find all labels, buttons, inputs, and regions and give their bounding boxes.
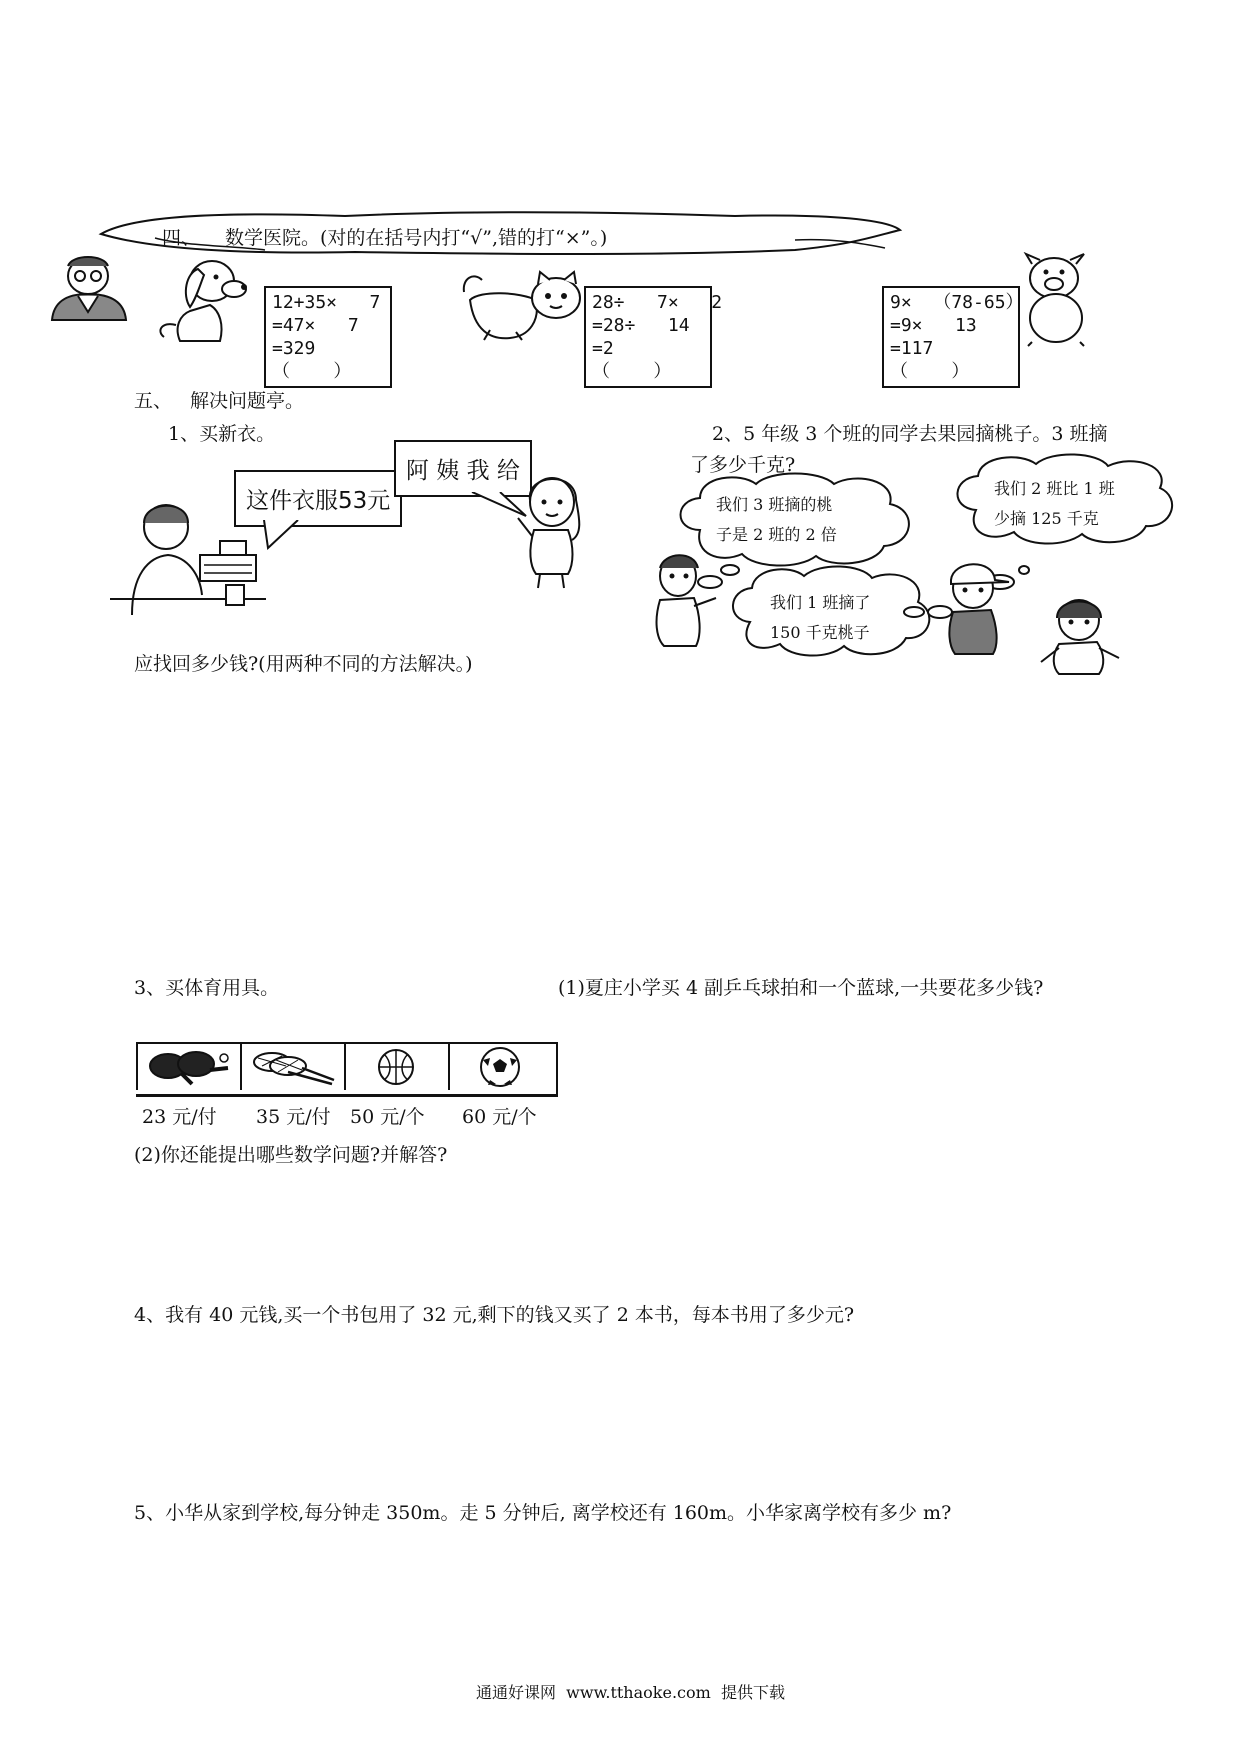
price-basketball: 50 元/个: [350, 1106, 425, 1128]
calc-line: 9× （78-65）: [890, 292, 1024, 313]
small-girl-icon: [1035, 592, 1125, 676]
football-icon: [450, 1044, 550, 1090]
section5-number: 五、: [134, 390, 173, 412]
calc-line: =28÷ 14: [592, 315, 690, 336]
q2-title-line2: 了多少千克?: [690, 454, 796, 476]
sports-cell-football: [448, 1044, 556, 1090]
calc-line: =9× 13: [890, 315, 977, 336]
calc-problem-1: [264, 286, 392, 388]
page-footer: 通通好课网 www.tthaoke.com 提供下载: [476, 1683, 785, 1702]
badminton-rackets-icon: [242, 1044, 342, 1090]
q3-title: 3、买体育用具。: [134, 977, 280, 999]
price-football: 60 元/个: [462, 1106, 537, 1128]
cloud-line: 子是 2 班的 2 倍: [716, 525, 837, 544]
cloud-line: 我们 3 班摘的桃: [716, 495, 833, 514]
girl-icon: [510, 470, 590, 590]
q2-title-line1: 2、5 年级 3 个班的同学去果园摘桃子。3 班摘: [712, 423, 1108, 445]
answer-blank[interactable]: （ ）: [890, 361, 970, 382]
price-bubble-text: 这件衣服53元: [246, 488, 391, 514]
cat-icon: [460, 270, 585, 342]
price-paddles: 23 元/付: [142, 1106, 217, 1128]
cloud-line: 我们 1 班摘了: [770, 593, 871, 612]
boy-icon: [648, 550, 718, 650]
q3-sub1: (1)夏庄小学买 4 副乒乓球拍和一个蓝球,一共要花多少钱?: [558, 977, 1044, 999]
calc-problem-2: [584, 286, 723, 388]
sports-cell-rackets: [240, 1044, 346, 1090]
calc-problem-3: [882, 286, 1024, 388]
doctor-icon: [42, 252, 134, 322]
q5-question: 5、小华从家到学校,每分钟走 350m。走 5 分钟后, 离学校还有 160m。小华家离学校有多少 m?: [134, 1502, 952, 1524]
answer-blank[interactable]: （ ）: [592, 361, 672, 382]
calc-line: 28÷ 7× 2: [592, 292, 723, 313]
q1-question: 应找回多少钱?(用两种不同的方法解决。): [134, 653, 473, 675]
cloud-line: 少摘 125 千克: [994, 509, 1099, 528]
pay-bubble-text: 阿 姨 我 给: [406, 458, 520, 484]
price-bubble-tail: [262, 520, 302, 550]
price-speech-bubble: [234, 470, 402, 527]
section4-number: 四、: [162, 227, 201, 249]
basketball-icon: [346, 1044, 446, 1090]
cloud-class2-text: [994, 474, 1115, 534]
pig-icon: [1012, 252, 1097, 347]
ping-pong-paddles-icon: [138, 1044, 238, 1090]
section5-title: 解决问题亭。: [190, 390, 305, 412]
cloud-class3-text: [716, 490, 837, 550]
calc-line: 12+35× 7: [272, 292, 381, 313]
section4-title: 数学医院。(对的在括号内打“√”,错的打“×”。): [225, 227, 608, 249]
cloud-line: 150 千克桃子: [770, 623, 870, 642]
cloud-line: 我们 2 班比 1 班: [994, 479, 1115, 498]
calc-line: =329: [272, 338, 316, 359]
calc-line: =117: [890, 338, 934, 359]
calc-line: =2: [592, 338, 614, 359]
q3-sub2: (2)你还能提出哪些数学问题?并解答?: [134, 1144, 448, 1166]
calc-line: =47× 7: [272, 315, 359, 336]
sports-goods-table: [136, 1042, 558, 1097]
cap-boy-icon: [935, 556, 1015, 656]
q1-title: 1、买新衣。: [168, 423, 276, 445]
price-rackets: 35 元/付: [256, 1106, 331, 1128]
sports-cell-basketball: [344, 1044, 450, 1090]
q4-question: 4、我有 40 元钱,买一个书包用了 32 元,剩下的钱又买了 2 本书，每本书用了多少元?: [134, 1304, 855, 1326]
answer-blank[interactable]: （ ）: [272, 361, 352, 382]
dog-icon: [150, 255, 255, 350]
sports-cell-paddles: [136, 1044, 242, 1090]
